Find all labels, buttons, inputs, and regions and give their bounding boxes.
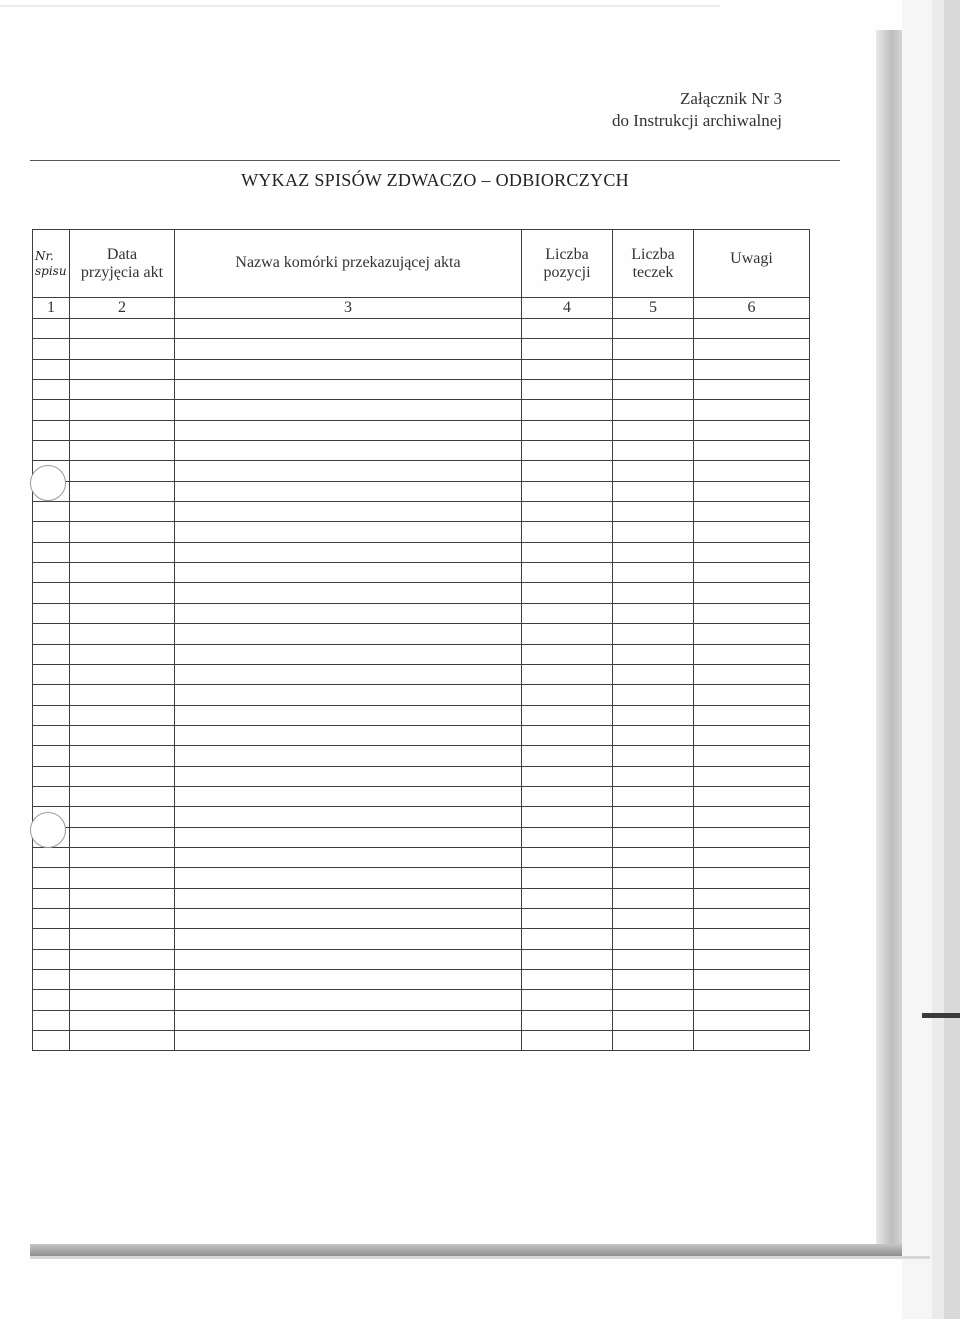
- table-cell: [522, 644, 613, 664]
- table-cell: [694, 441, 810, 461]
- header-cell-remarks: [694, 230, 810, 298]
- table-cell: [613, 644, 694, 664]
- table-cell: [175, 1031, 522, 1051]
- table-row: [33, 481, 810, 501]
- table-cell: [522, 624, 613, 644]
- table-cell: [694, 400, 810, 420]
- table-cell: [613, 766, 694, 786]
- table-cell: [694, 746, 810, 766]
- table-cell: [70, 380, 175, 400]
- table-cell: [522, 908, 613, 928]
- table-row: [33, 563, 810, 583]
- table-cell: [175, 705, 522, 725]
- table-cell: [522, 400, 613, 420]
- table-cell: [694, 563, 810, 583]
- table-cell: [70, 949, 175, 969]
- table-cell: [70, 888, 175, 908]
- table-cell: [70, 563, 175, 583]
- table-row: [33, 339, 810, 359]
- scan-bottom-shadow: [30, 1244, 902, 1256]
- table-cell: [522, 888, 613, 908]
- table-row: [33, 949, 810, 969]
- table-row: [33, 644, 810, 664]
- table-cell: [70, 990, 175, 1010]
- table-cell: [70, 502, 175, 522]
- table-row: [33, 1010, 810, 1030]
- table-cell: [522, 441, 613, 461]
- table-cell: [694, 888, 810, 908]
- column-number-1: 1: [33, 298, 70, 319]
- scan-bottom-edge: [30, 1256, 930, 1259]
- table-cell: [694, 461, 810, 481]
- table-cell: [522, 949, 613, 969]
- table-cell: [33, 908, 70, 928]
- annex-line-2: do Instrukcji archiwalnej: [612, 111, 782, 130]
- table-cell: [70, 908, 175, 928]
- table-cell: [522, 868, 613, 888]
- table-cell: [613, 400, 694, 420]
- table-row: [33, 908, 810, 928]
- table-cell: [33, 949, 70, 969]
- table-row: [33, 441, 810, 461]
- table-cell: [70, 359, 175, 379]
- table-cell: [613, 380, 694, 400]
- table-cell: [70, 400, 175, 420]
- table-cell: [522, 522, 613, 542]
- table-cell: [33, 664, 70, 684]
- table-cell: [33, 339, 70, 359]
- table-cell: [613, 868, 694, 888]
- table-row: [33, 970, 810, 990]
- table-row: [33, 685, 810, 705]
- table-cell: [175, 807, 522, 827]
- table-cell: [694, 929, 810, 949]
- table-cell: [70, 664, 175, 684]
- table-cell: [175, 970, 522, 990]
- table-cell: [70, 685, 175, 705]
- scan-edge-mark: [922, 1013, 960, 1018]
- table-cell: [33, 1010, 70, 1030]
- table-cell: [613, 603, 694, 623]
- table-row: [33, 542, 810, 562]
- table-cell: [613, 461, 694, 481]
- table-cell: [613, 339, 694, 359]
- table-row: [33, 807, 810, 827]
- table-cell: [522, 725, 613, 745]
- column-number-6: 6: [694, 298, 810, 319]
- table-cell: [522, 461, 613, 481]
- table-cell: [33, 583, 70, 603]
- table-row: [33, 929, 810, 949]
- table-cell: [33, 603, 70, 623]
- table-cell: [694, 786, 810, 806]
- table-cell: [522, 583, 613, 603]
- register-table: [32, 229, 810, 1051]
- table-cell: [522, 380, 613, 400]
- annex-line-1: Załącznik Nr 3: [680, 89, 782, 108]
- table-row: [33, 603, 810, 623]
- table-cell: [175, 624, 522, 644]
- table-cell: [175, 888, 522, 908]
- table-cell: [175, 746, 522, 766]
- table-cell: [33, 685, 70, 705]
- column-number-3: 3: [175, 298, 522, 319]
- header-nr-line-1: Nr.: [35, 248, 54, 263]
- header-nr-line-2: spisu: [35, 263, 67, 278]
- table-cell: [175, 339, 522, 359]
- column-number-5: 5: [613, 298, 694, 319]
- table-row: [33, 583, 810, 603]
- table-cell: [175, 359, 522, 379]
- table-cell: [694, 359, 810, 379]
- column-number-4: 4: [522, 298, 613, 319]
- table-cell: [613, 725, 694, 745]
- table-row: [33, 868, 810, 888]
- table-cell: [613, 908, 694, 928]
- table-cell: [70, 522, 175, 542]
- table-cell: [70, 339, 175, 359]
- table-cell: [70, 868, 175, 888]
- table-cell: [175, 725, 522, 745]
- table-row: [33, 847, 810, 867]
- column-number-row: [33, 298, 810, 319]
- table-cell: [33, 847, 70, 867]
- table-row: [33, 766, 810, 786]
- table-cell: [175, 1010, 522, 1030]
- table-cell: [33, 970, 70, 990]
- table-cell: [175, 847, 522, 867]
- table-cell: [694, 949, 810, 969]
- table-cell: [613, 583, 694, 603]
- table-cell: [613, 847, 694, 867]
- header-date-line-2: przyjęcia akt: [80, 263, 164, 281]
- table-cell: [613, 441, 694, 461]
- table-cell: [522, 705, 613, 725]
- table-cell: [613, 420, 694, 440]
- table-cell: [613, 990, 694, 1010]
- header-positions-line-2: pozycji: [543, 263, 591, 281]
- table-row: [33, 400, 810, 420]
- table-cell: [33, 319, 70, 339]
- table-cell: [70, 542, 175, 562]
- table-cell: [70, 847, 175, 867]
- header-date-line-1: Data: [106, 245, 138, 263]
- table-header-row: [33, 230, 810, 298]
- table-cell: [613, 563, 694, 583]
- table-row: [33, 624, 810, 644]
- table-cell: [175, 664, 522, 684]
- table-row: [33, 420, 810, 440]
- table-cell: [613, 359, 694, 379]
- header-unit-name: Nazwa komórki przekazującej akta: [235, 254, 461, 271]
- table-cell: [694, 766, 810, 786]
- scan-edge-outer-dark: [944, 0, 960, 1319]
- table-cell: [175, 766, 522, 786]
- table-cell: [70, 603, 175, 623]
- table-cell: [613, 522, 694, 542]
- table-cell: [175, 563, 522, 583]
- table-cell: [175, 481, 522, 501]
- table-cell: [175, 522, 522, 542]
- table-cell: [694, 339, 810, 359]
- table-cell: [522, 807, 613, 827]
- table-cell: [33, 563, 70, 583]
- header-cell-nr: [33, 230, 70, 298]
- table-cell: [694, 380, 810, 400]
- table-cell: [70, 644, 175, 664]
- table-cell: [694, 685, 810, 705]
- table-cell: [522, 685, 613, 705]
- table-cell: [33, 359, 70, 379]
- header-cell-folders: [613, 230, 694, 298]
- table-cell: [522, 603, 613, 623]
- header-cell-date: [70, 230, 175, 298]
- table-cell: [33, 502, 70, 522]
- table-cell: [33, 868, 70, 888]
- table-cell: [613, 705, 694, 725]
- table-cell: [522, 990, 613, 1010]
- table-cell: [694, 583, 810, 603]
- table-cell: [33, 522, 70, 542]
- table-cell: [613, 502, 694, 522]
- column-number-2: 2: [70, 298, 175, 319]
- table-cell: [175, 502, 522, 522]
- table-cell: [33, 400, 70, 420]
- table-cell: [522, 1010, 613, 1030]
- table-cell: [694, 908, 810, 928]
- table-row: [33, 746, 810, 766]
- table-cell: [694, 990, 810, 1010]
- table-cell: [694, 420, 810, 440]
- table-cell: [613, 1010, 694, 1030]
- table-cell: [33, 441, 70, 461]
- table-cell: [522, 970, 613, 990]
- table-cell: [522, 929, 613, 949]
- table-cell: [33, 644, 70, 664]
- table-cell: [70, 929, 175, 949]
- table-row: [33, 380, 810, 400]
- table-row: [33, 359, 810, 379]
- table-cell: [70, 786, 175, 806]
- table-cell: [70, 746, 175, 766]
- table-cell: [694, 970, 810, 990]
- table-cell: [694, 725, 810, 745]
- table-cell: [33, 380, 70, 400]
- table-row: [33, 786, 810, 806]
- table-cell: [175, 990, 522, 1010]
- table-cell: [33, 786, 70, 806]
- header-positions-line-1: Liczba: [545, 245, 589, 263]
- table-row: [33, 705, 810, 725]
- table-row: [33, 502, 810, 522]
- table-cell: [694, 319, 810, 339]
- table-cell: [694, 502, 810, 522]
- table-cell: [613, 481, 694, 501]
- table-cell: [522, 664, 613, 684]
- table-cell: [70, 827, 175, 847]
- table-cell: [522, 563, 613, 583]
- table-cell: [70, 624, 175, 644]
- table-cell: [522, 319, 613, 339]
- table-cell: [70, 1031, 175, 1051]
- scan-edge-shadow: [876, 30, 902, 1245]
- table-row: [33, 319, 810, 339]
- punch-hole-lower: [30, 812, 66, 848]
- table-cell: [70, 461, 175, 481]
- table-cell: [522, 481, 613, 501]
- table-cell: [70, 1010, 175, 1030]
- table-cell: [175, 685, 522, 705]
- table-cell: [694, 522, 810, 542]
- table-cell: [613, 319, 694, 339]
- table-cell: [33, 725, 70, 745]
- table-row: [33, 725, 810, 745]
- table-cell: [33, 420, 70, 440]
- table-cell: [613, 746, 694, 766]
- table-cell: [175, 868, 522, 888]
- table-cell: [522, 420, 613, 440]
- table-cell: [175, 929, 522, 949]
- table-cell: [694, 542, 810, 562]
- table-row: [33, 461, 810, 481]
- table-cell: [175, 319, 522, 339]
- table-cell: [33, 888, 70, 908]
- table-cell: [33, 705, 70, 725]
- table-cell: [33, 990, 70, 1010]
- table-cell: [522, 502, 613, 522]
- table-cell: [613, 664, 694, 684]
- table-cell: [33, 929, 70, 949]
- punch-hole-upper: [30, 465, 66, 501]
- table-cell: [613, 542, 694, 562]
- table-cell: [33, 624, 70, 644]
- table-cell: [522, 847, 613, 867]
- table-row: [33, 827, 810, 847]
- table-cell: [175, 380, 522, 400]
- table-cell: [175, 461, 522, 481]
- annex-note: [520, 88, 782, 132]
- table-cell: [694, 868, 810, 888]
- table-cell: [175, 786, 522, 806]
- scan-edge-light: [902, 0, 932, 1319]
- table-cell: [175, 644, 522, 664]
- table-cell: [522, 359, 613, 379]
- table-cell: [175, 908, 522, 928]
- table-cell: [613, 888, 694, 908]
- table-cell: [694, 807, 810, 827]
- header-cell-unit-name: [175, 230, 522, 298]
- table-row: [33, 1031, 810, 1051]
- table-cell: [613, 1031, 694, 1051]
- header-cell-positions: [522, 230, 613, 298]
- table-cell: [70, 705, 175, 725]
- header-remarks: Uwagi: [730, 250, 773, 267]
- table-cell: [70, 441, 175, 461]
- table-cell: [522, 1031, 613, 1051]
- table-cell: [694, 847, 810, 867]
- scan-top-edge: [0, 5, 720, 7]
- table-cell: [613, 949, 694, 969]
- table-cell: [522, 746, 613, 766]
- table-cell: [70, 319, 175, 339]
- table-cell: [613, 970, 694, 990]
- table-cell: [694, 1010, 810, 1030]
- table-cell: [694, 827, 810, 847]
- table-cell: [613, 786, 694, 806]
- header-folders-line-2: teczek: [632, 263, 674, 281]
- table-cell: [694, 1031, 810, 1051]
- table-cell: [70, 970, 175, 990]
- table-cell: [522, 766, 613, 786]
- table-cell: [694, 624, 810, 644]
- table-row: [33, 522, 810, 542]
- table-cell: [613, 929, 694, 949]
- table-cell: [522, 827, 613, 847]
- table-cell: [694, 664, 810, 684]
- table-cell: [522, 339, 613, 359]
- header-rule: [30, 160, 840, 161]
- table-cell: [522, 542, 613, 562]
- table-cell: [175, 603, 522, 623]
- table-cell: [70, 583, 175, 603]
- table-cell: [175, 420, 522, 440]
- table-cell: [175, 949, 522, 969]
- header-folders-line-1: Liczba: [631, 245, 675, 263]
- table-cell: [613, 807, 694, 827]
- table-row: [33, 888, 810, 908]
- table-cell: [694, 481, 810, 501]
- table-cell: [70, 766, 175, 786]
- table-cell: [175, 583, 522, 603]
- table-cell: [613, 685, 694, 705]
- table-row: [33, 664, 810, 684]
- table-cell: [175, 441, 522, 461]
- table-cell: [70, 420, 175, 440]
- table-cell: [613, 827, 694, 847]
- table-cell: [33, 1031, 70, 1051]
- table-cell: [175, 400, 522, 420]
- table-cell: [694, 603, 810, 623]
- table-cell: [33, 766, 70, 786]
- table-cell: [522, 786, 613, 806]
- table-cell: [613, 624, 694, 644]
- table-cell: [175, 542, 522, 562]
- table-cell: [70, 481, 175, 501]
- table-row: [33, 990, 810, 1010]
- table-cell: [694, 705, 810, 725]
- table-cell: [175, 827, 522, 847]
- table-cell: [70, 807, 175, 827]
- document-title: WYKAZ SPISÓW ZDWACZO – ODBIORCZYCH: [241, 170, 629, 190]
- table-cell: [70, 725, 175, 745]
- table-cell: [694, 644, 810, 664]
- table-cell: [33, 542, 70, 562]
- table-cell: [33, 746, 70, 766]
